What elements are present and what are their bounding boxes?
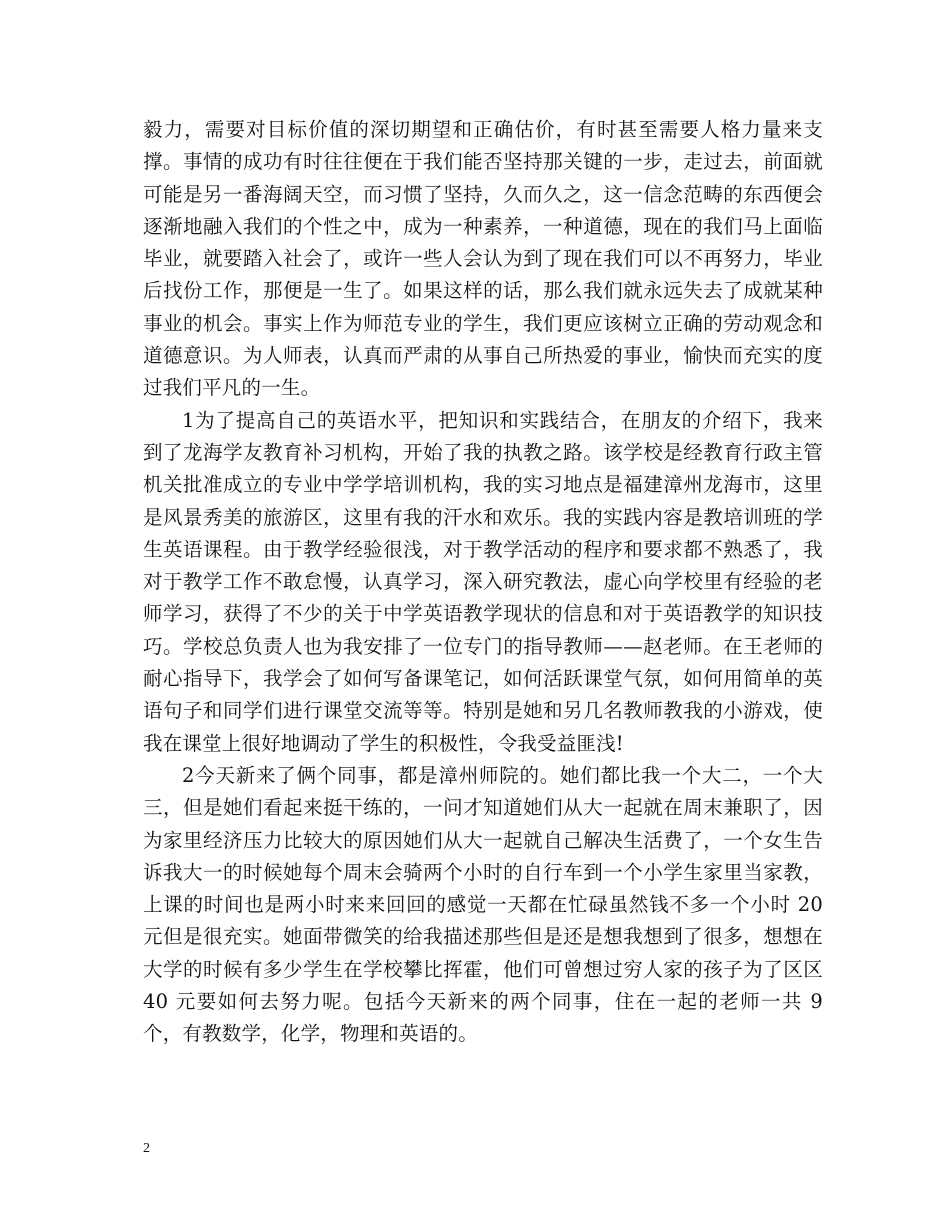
paragraph-1: 毅力，需要对目标价值的深切期望和正确估价，有时甚至需要人格力量来支撑。事情的成功有时往往便在于我们能否坚持那关键的一步，走过去，前面就可能是另一番海阔天空，而习惯了坚持，久而久之，这一信念范畴的东西便会逐渐地融入我们的个性之中，成为一种素养，一种道德，现在的我们马上面临毕业，就要踏入社会了，或许一些人会认为到了现在我们可以不再努力，毕业后找份工作，那便是一生了。如果这样的话，那么我们就永远失去了成就某种事业的机会。事实上作为师范专业的学生，我们更应该树立正确的劳动观念和道德意识。为人师表，认真而严肃的从事自己所热爱的事业，愉快而充实的度过我们平凡的一生。 (143, 118, 823, 400)
body-text (143, 114, 823, 1051)
paragraph-3: 2今天新来了俩个同事，都是漳州师院的。她们都比我一个大二，一个大三，但是她们看起来挺干练的，一问才知道她们从大一起就在周末兼职了，因为家里经济压力比较大的原因她们从大一起就自己解决生活费了，一个女生告诉我大一的时候她每个周末会骑两个小时的自行车到一个小学生家里当家教，上课的时间也是两小时来来回回的感觉一天都在忙碌虽然钱不多一个小时 20 元但是很充实。她面带微笑的给我描述那些但是还是想我想到了很多，想想在大学的时候有多少学生在学校攀比挥霍，他们可曾想过穷人家的孩子为了区区 40 元要如何去努力呢。包括今天新来的两个同事，住在一起的老师一共 9 个，有教数学，化学，物理和英语的。 (143, 763, 823, 1046)
page-number: 2 (143, 1141, 150, 1156)
paragraph-2: 1为了提高自己的英语水平，把知识和实践结合，在朋友的介绍下，我来到了龙海学友教育补习机构，开始了我的执教之路。该学校是经教育行政主管机关批准成立的专业中学学培训机构，我的实习地点是福建漳州龙海市，这里是风景秀美的旅游区，这里有我的汗水和欢乐。我的实践内容是教培训班的学生英语课程。由于教学经验很浅，对于教学活动的程序和要求都不熟悉了，我对于教学工作不敢怠慢，认真学习，深入研究教法，虚心向学校里有经验的老师学习，获得了不少的关于中学英语教学现状的信息和对于英语教学的知识技巧。学校总负责人也为我安排了一位专门的指导教师——赵老师。在王老师的耐心指导下，我学会了如何写备课笔记，如何活跃课堂气氛，如何用简单的英语句子和同学们进行课堂交流等等。特别是她和另几名教师教我的小游戏，使我在课堂上很好地调动了学生的积极性，令我受益匪浅! (143, 408, 823, 755)
